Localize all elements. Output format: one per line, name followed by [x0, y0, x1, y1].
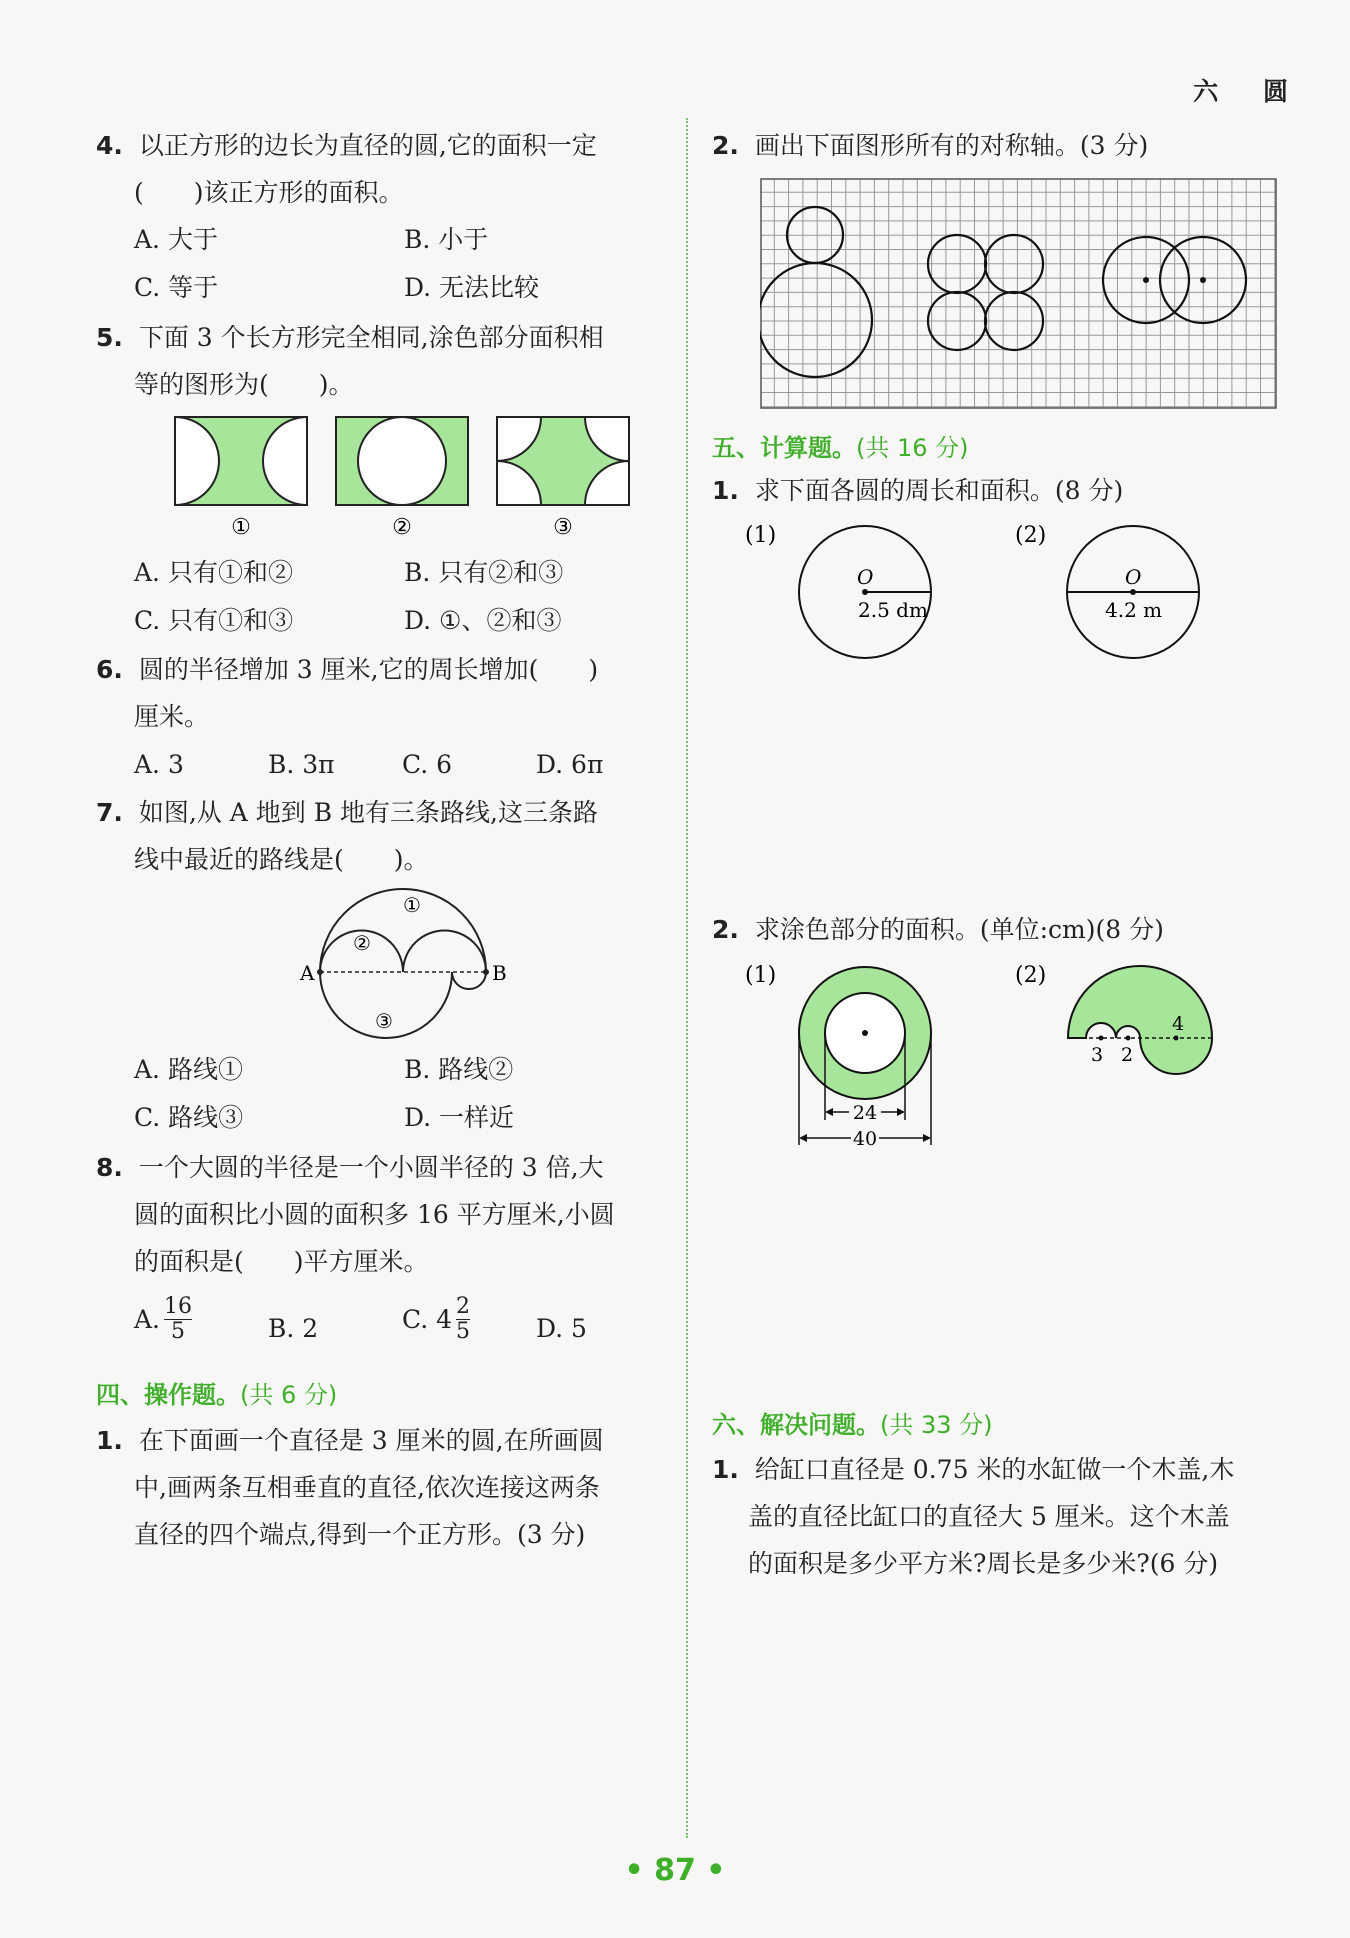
question-text-line: 盖的直径比缸口的直径大 5 厘米。这个木盖: [748, 1502, 1230, 1531]
route-1-label: ①: [403, 893, 421, 917]
fraction: $\frac{16}{5}$: [164, 1294, 193, 1344]
figure-label-2: ②: [392, 515, 412, 540]
question-number: 7.: [96, 798, 123, 827]
operation-question-2: [712, 128, 1148, 164]
question-text-line: 的面积是( )平方厘米。: [134, 1247, 429, 1276]
rectangle-3: [497, 417, 629, 505]
question-text: 下面 3 个长方形完全相同,涂色部分面积相: [138, 323, 604, 352]
section-4-heading: 四、操作题。(共 6 分): [96, 1381, 338, 1409]
option-a[interactable]: A. 只有①和②: [134, 558, 293, 587]
question-4: [96, 128, 597, 164]
option-d[interactable]: D. 5: [536, 1314, 587, 1343]
option-c[interactable]: C. 4 $\frac{2}{5}$: [402, 1294, 471, 1344]
sub-label-1: (1): [745, 523, 777, 548]
question-text-line: 圆的面积比小圆的面积多 16 平方厘米,小圆: [134, 1200, 615, 1229]
operation-question-1: [96, 1423, 604, 1459]
option-b[interactable]: B. 3π: [268, 750, 335, 779]
radius-label: 2.5 dm: [858, 598, 928, 622]
option-a[interactable]: A. 路线①: [134, 1055, 243, 1084]
option-c[interactable]: C. 等于: [134, 273, 219, 302]
point-b-label: B: [492, 961, 507, 985]
question-text-line: ( )该正方形的面积。: [134, 178, 404, 207]
route-2-label: ②: [353, 931, 371, 955]
outer-diameter-label: 40: [852, 1128, 878, 1150]
question-number: 1.: [712, 1455, 739, 1484]
question-7: [96, 795, 598, 831]
question-text-line: 中,画两条互相垂直的直径,依次连接这两条: [134, 1473, 600, 1502]
inner-diameter-label: 24: [852, 1102, 878, 1124]
question-text-line: 等的图形为( )。: [134, 370, 354, 399]
sub-label-2: (2): [1015, 523, 1047, 548]
option-d[interactable]: D. 一样近: [404, 1103, 515, 1132]
question-number: 2.: [712, 131, 739, 160]
question-8: [96, 1150, 604, 1186]
sub-label-2: (2): [1015, 963, 1047, 988]
dimension-label-2: 2: [1121, 1044, 1134, 1066]
question-text: 求涂色部分的面积。(单位:cm)(8 分): [754, 915, 1164, 944]
question-number: 5.: [96, 323, 123, 352]
question-text: 圆的半径增加 3 厘米,它的周长增加( ): [138, 655, 599, 684]
rectangle-2: [336, 417, 468, 505]
calculation-question-2: [712, 912, 1164, 948]
question-number: 1.: [712, 476, 739, 505]
option-b[interactable]: B. 小于: [404, 225, 489, 254]
figure-label-3: ③: [553, 515, 573, 540]
page-number: • 87 •: [624, 1853, 726, 1888]
question-text: 一个大圆的半径是一个小圆半径的 3 倍,大: [138, 1153, 604, 1182]
rectangle-1: [175, 417, 307, 505]
option-d[interactable]: D. ①、②和③: [404, 606, 562, 635]
calculation-question-1: [712, 473, 1123, 509]
question-text: 在下面画一个直径是 3 厘米的圆,在所画圆: [138, 1426, 604, 1455]
question-text-line: 线中最近的路线是( )。: [134, 845, 429, 874]
option-b[interactable]: B. 2: [268, 1314, 319, 1343]
question-5: [96, 320, 604, 356]
chapter-header: 六 圆: [1193, 77, 1306, 106]
option-a[interactable]: A. 3: [134, 750, 184, 779]
routes-figure: [290, 880, 520, 1040]
question-text: 画出下面图形所有的对称轴。(3 分): [754, 131, 1149, 160]
option-c[interactable]: C. 只有①和③: [134, 606, 294, 635]
diameter-label: 4.2 m: [1105, 598, 1163, 622]
option-a[interactable]: A. $\frac{16}{5}$: [134, 1294, 193, 1344]
symmetry-grid-figure[interactable]: [760, 178, 1280, 414]
sub-label-1: (1): [745, 963, 777, 988]
question-6: [96, 652, 598, 688]
question-number: 4.: [96, 131, 123, 160]
question-text-line: 厘米。: [134, 702, 210, 731]
option-c[interactable]: C. 路线③: [134, 1103, 244, 1132]
figure-label-1: ①: [231, 515, 251, 540]
option-d[interactable]: D. 6π: [536, 750, 604, 779]
option-b[interactable]: B. 只有②和③: [404, 558, 564, 587]
column-divider: [686, 118, 688, 1838]
problem-question-1: [712, 1452, 1234, 1488]
option-b[interactable]: B. 路线②: [404, 1055, 514, 1084]
shaded-area-figure: [745, 960, 1245, 1150]
question-number: 1.: [96, 1426, 123, 1455]
circles-figure: [745, 520, 1245, 670]
option-d[interactable]: D. 无法比较: [404, 273, 540, 302]
question-number: 6.: [96, 655, 123, 684]
question-text-line: 的面积是多少平方米?周长是多少米?(6 分): [748, 1549, 1219, 1578]
question-text: 求下面各圆的周长和面积。(8 分): [754, 476, 1124, 505]
fraction: $\frac{2}{5}$: [456, 1294, 471, 1344]
question-text: 给缸口直径是 0.75 米的水缸做一个木盖,木: [754, 1455, 1235, 1484]
point-a-label: A: [300, 961, 315, 985]
dimension-label-4: 4: [1172, 1013, 1185, 1035]
question-number: 2.: [712, 915, 739, 944]
question-number: 8.: [96, 1153, 123, 1182]
option-a[interactable]: A. 大于: [134, 225, 218, 254]
section-5-heading: 五、计算题。(共 16 分): [712, 434, 969, 462]
center-label: O: [857, 565, 874, 589]
section-6-heading: 六、解决问题。(共 33 分): [712, 1411, 993, 1439]
route-3-label: ③: [375, 1009, 393, 1033]
question-text: 如图,从 A 地到 B 地有三条路线,这三条路: [138, 798, 598, 827]
center-label: O: [1125, 565, 1142, 589]
question-text: 以正方形的边长为直径的圆,它的面积一定: [138, 131, 597, 160]
option-c[interactable]: C. 6: [402, 750, 453, 779]
question-text-line: 直径的四个端点,得到一个正方形。(3 分): [134, 1520, 586, 1549]
dimension-label-3: 3: [1091, 1044, 1104, 1066]
shaded-rectangles-figure: [170, 412, 640, 542]
